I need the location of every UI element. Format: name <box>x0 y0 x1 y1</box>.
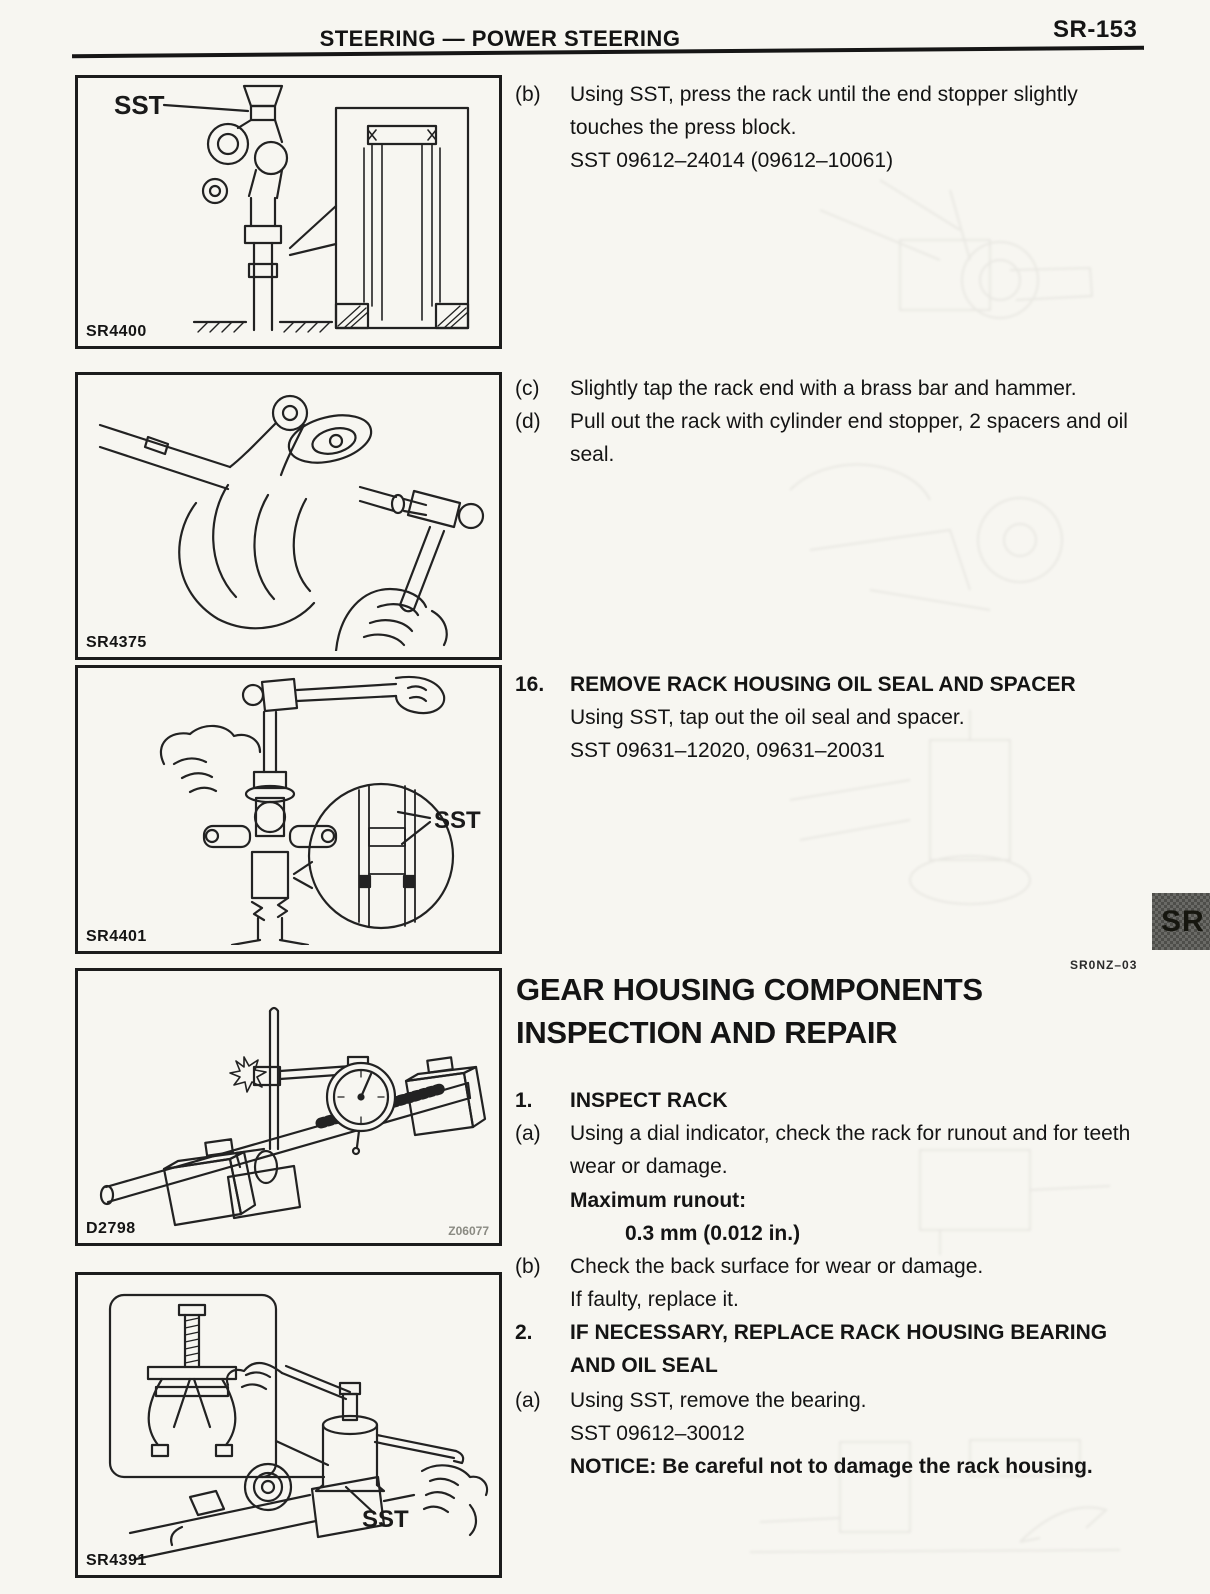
remove-bearing-drawing <box>78 1275 493 1569</box>
step-marker: (d) <box>515 410 541 433</box>
section-title-line1: GEAR HOUSING COMPONENTS <box>516 972 983 1007</box>
bleed-through-artifact <box>860 1120 1140 1260</box>
step-c <box>515 372 1147 405</box>
step-2 <box>515 1316 1147 1382</box>
step-heading: IF NECESSARY, REPLACE RACK HOUSING BEARING AND OIL SEAL <box>570 1321 1108 1377</box>
sst-number: SST 09631–12020, 09631–20031 <box>570 739 885 762</box>
step-heading: REMOVE RACK HOUSING OIL SEAL AND SPACER <box>570 673 1076 696</box>
figure-dial-indicator <box>75 968 502 1246</box>
page-number: SR-153 <box>1053 16 1138 43</box>
step-text: Pull out the rack with cylinder end stopper, 2 spacers and oil seal. <box>570 410 1128 466</box>
figure-code: SR4400 <box>86 323 147 340</box>
step-text: Using a dial indicator, check the rack for runout and for teeth wear or damage. <box>570 1122 1131 1178</box>
figure-press-rack <box>75 75 502 349</box>
dial-indicator-drawing <box>78 971 493 1237</box>
page-title: STEERING — POWER STEERING <box>319 26 681 51</box>
sst-number: SST 09612–24014 (09612–10061) <box>570 149 894 172</box>
step-text: Using SST, tap out the oil seal and spacer. <box>570 706 965 729</box>
step-marker: (b) <box>515 1255 541 1278</box>
figure-remove-bearing <box>75 1272 502 1578</box>
figure-tap-rack-end <box>75 372 502 660</box>
bleed-through-artifact <box>720 1432 1160 1572</box>
sst-number: SST 09612–30012 <box>570 1422 745 1445</box>
figure-code: SR4375 <box>86 634 147 651</box>
step-heading: INSPECT RACK <box>570 1089 728 1112</box>
section-title-line2: INSPECTION AND REPAIR <box>516 1015 898 1050</box>
bleed-through-artifact <box>730 700 1130 940</box>
step-marker: (b) <box>515 83 541 106</box>
figure-code: SR4391 <box>86 1552 147 1569</box>
sst-callout: SST <box>114 90 165 120</box>
bleed-through-artifact <box>750 430 1140 640</box>
sst-callout: SST <box>434 807 481 834</box>
spec-label: Maximum runout: <box>570 1189 747 1212</box>
section-title <box>516 968 1156 1054</box>
tap-oil-seal-drawing <box>78 668 493 945</box>
section-tab <box>1152 893 1210 950</box>
step-text: Using SST, remove the bearing. <box>570 1389 867 1412</box>
step-text: Slightly tap the rack end with a brass bar and hammer. <box>570 377 1077 400</box>
figure-code-right: Z06077 <box>448 1224 489 1238</box>
notice-text: NOTICE: Be careful not to damage the rack housing. <box>570 1455 1093 1478</box>
step-marker: (a) <box>515 1122 541 1145</box>
step-1 <box>515 1084 1147 1117</box>
section-tab-label: SR <box>1161 904 1205 938</box>
section-code: SR0NZ–03 <box>1070 958 1138 972</box>
step-number: 1. <box>515 1089 533 1112</box>
sst-callout: SST <box>362 1506 409 1533</box>
figure-code: SR4401 <box>86 928 147 945</box>
step-text-2: If faulty, replace it. <box>570 1288 739 1311</box>
tap-rack-end-drawing <box>78 375 493 651</box>
step-text: Check the back surface for wear or damage. <box>570 1255 984 1278</box>
step-marker: (a) <box>515 1389 541 1412</box>
figure-code: D2798 <box>86 1220 136 1237</box>
bleed-through-artifact <box>760 150 1140 350</box>
step-number: 2. <box>515 1321 533 1344</box>
figure-tap-oil-seal <box>75 665 502 954</box>
press-rack-drawing <box>78 78 493 340</box>
spec-value: 0.3 mm (0.012 in.) <box>625 1222 801 1245</box>
step-number: 16. <box>515 673 545 696</box>
step-text: Using SST, press the rack until the end stopper slightly touches the press block. <box>570 83 1078 139</box>
step-marker: (c) <box>515 377 540 400</box>
